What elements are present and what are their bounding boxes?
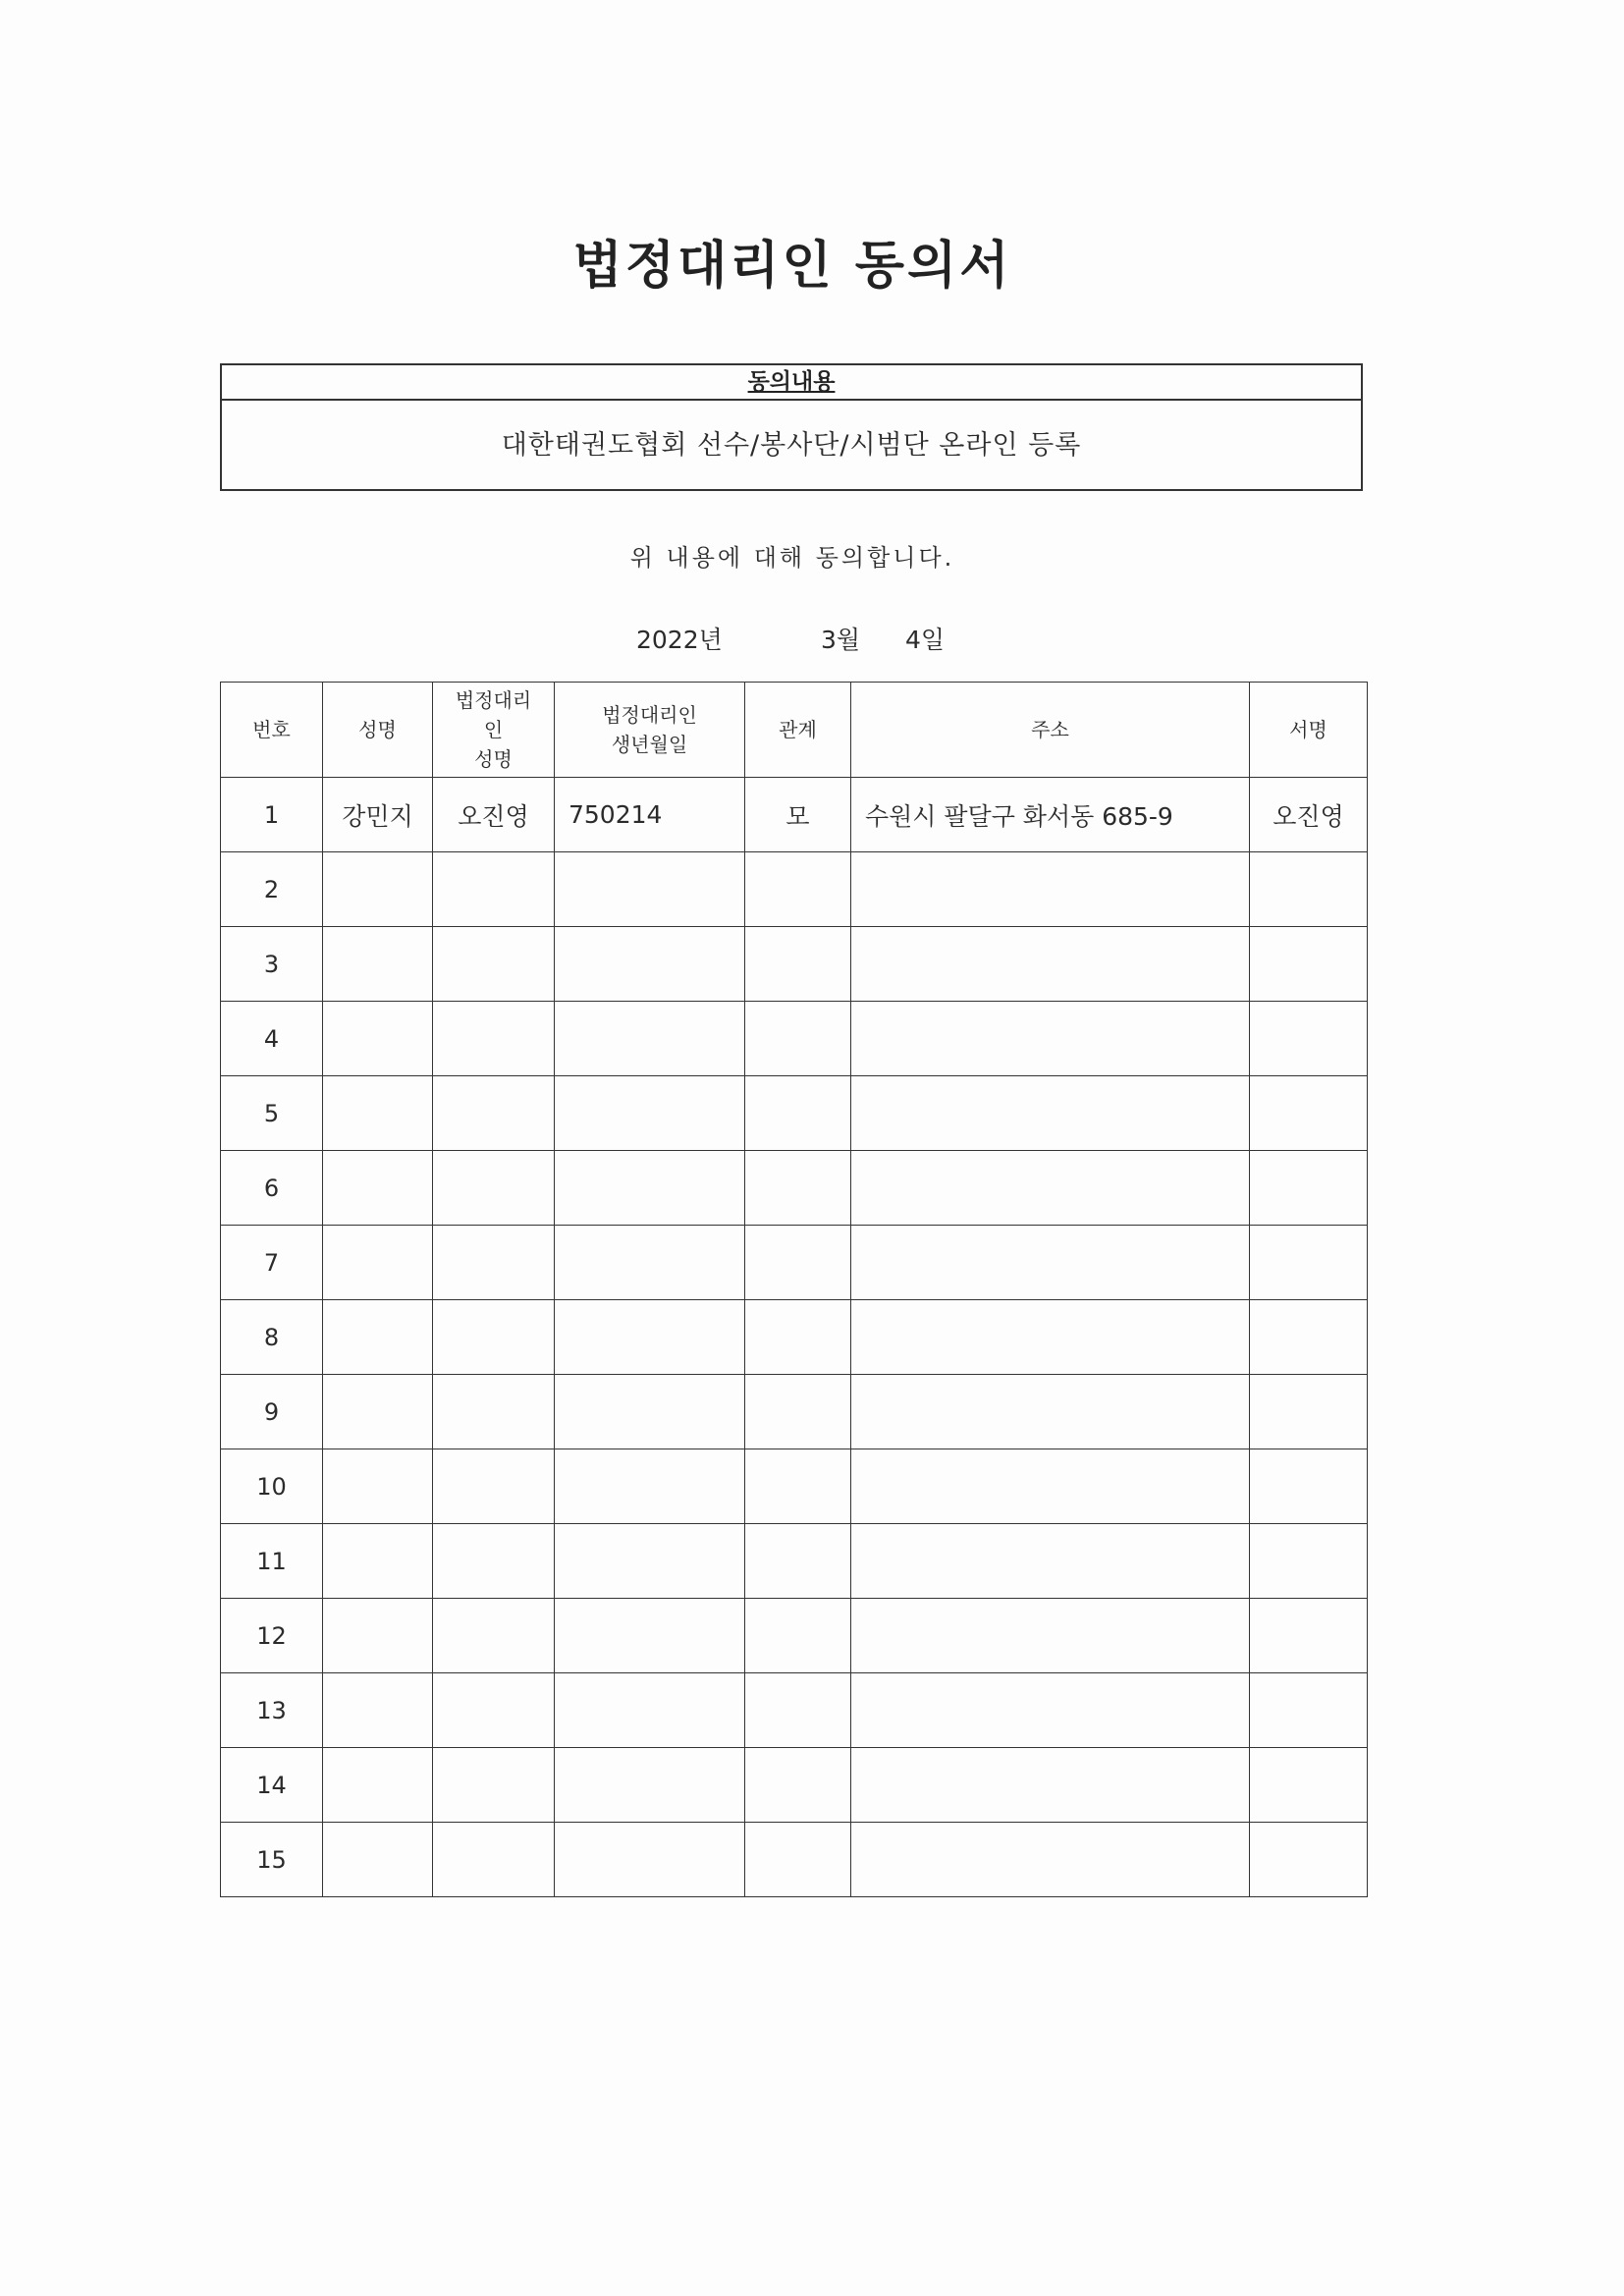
header-signature: 서명 [1250, 683, 1368, 778]
cell-signature [1250, 1300, 1368, 1375]
cell-address [851, 1226, 1250, 1300]
cell-number: 8 [221, 1300, 323, 1375]
cell-name: 강민지 [323, 778, 433, 852]
cell-guardian-birth [555, 1002, 745, 1076]
cell-signature [1250, 1449, 1368, 1524]
cell-number: 6 [221, 1151, 323, 1226]
cell-address [851, 1076, 1250, 1151]
cell-name [323, 1076, 433, 1151]
cell-signature [1250, 927, 1368, 1002]
table-row [221, 1375, 1368, 1449]
cell-relation [745, 852, 851, 927]
cell-relation [745, 1599, 851, 1673]
cell-signature [1250, 1673, 1368, 1748]
cell-signature [1250, 1151, 1368, 1226]
cell-address: 수원시 팔달구 화서동 685-9 [851, 778, 1250, 852]
cell-number: 15 [221, 1823, 323, 1897]
cell-guardian-birth [555, 1748, 745, 1823]
cell-guardian-name [433, 927, 555, 1002]
cell-name [323, 1599, 433, 1673]
cell-guardian-birth [555, 1524, 745, 1599]
date-month: 3월 [821, 626, 861, 654]
cell-guardian-birth: 750214 [555, 778, 745, 852]
cell-guardian-name [433, 1002, 555, 1076]
table-row [221, 927, 1368, 1002]
header-guardian-name-line1: 법정대리 [455, 688, 532, 712]
cell-guardian-name [433, 1673, 555, 1748]
cell-signature [1250, 1524, 1368, 1599]
cell-relation [745, 1300, 851, 1375]
date-day: 4일 [905, 626, 946, 654]
agreement-statement: 위 내용에 대해 동의합니다. [629, 544, 955, 572]
cell-address [851, 1599, 1250, 1673]
cell-guardian-name [433, 1748, 555, 1823]
cell-guardian-birth [555, 1375, 745, 1449]
header-address: 주소 [851, 683, 1250, 778]
cell-address [851, 1002, 1250, 1076]
cell-guardian-name [433, 1599, 555, 1673]
cell-guardian-birth [555, 927, 745, 1002]
cell-guardian-name [433, 1375, 555, 1449]
cell-name [323, 1748, 433, 1823]
cell-number: 9 [221, 1375, 323, 1449]
cell-number: 10 [221, 1449, 323, 1524]
cell-relation [745, 1748, 851, 1823]
header-guardian-name-line3: 성명 [474, 747, 513, 771]
table-row [221, 1599, 1368, 1673]
cell-name [323, 1300, 433, 1375]
cell-guardian-birth [555, 1226, 745, 1300]
cell-number: 14 [221, 1748, 323, 1823]
cell-number: 2 [221, 852, 323, 927]
cell-signature [1250, 1002, 1368, 1076]
cell-relation [745, 1002, 851, 1076]
cell-guardian-birth [555, 1076, 745, 1151]
table-row [221, 1226, 1368, 1300]
cell-guardian-birth [555, 1673, 745, 1748]
cell-name [323, 1673, 433, 1748]
cell-relation [745, 1823, 851, 1897]
cell-number: 1 [221, 778, 323, 852]
cell-address [851, 927, 1250, 1002]
consent-content-header-label: 동의내용 [747, 369, 836, 395]
cell-guardian-name [433, 1076, 555, 1151]
cell-guardian-birth [555, 1449, 745, 1524]
cell-signature: 오진영 [1250, 778, 1368, 852]
table-row [221, 852, 1368, 927]
cell-signature [1250, 1226, 1368, 1300]
cell-guardian-birth [555, 852, 745, 927]
header-guardian-birth-line2: 생년월일 [611, 733, 688, 756]
cell-address [851, 1449, 1250, 1524]
cell-signature [1250, 1823, 1368, 1897]
table-row [221, 1449, 1368, 1524]
cell-signature [1250, 1599, 1368, 1673]
cell-number: 3 [221, 927, 323, 1002]
cell-relation [745, 1375, 851, 1449]
cell-address [851, 1673, 1250, 1748]
table-row [221, 1002, 1368, 1076]
cell-guardian-name [433, 1449, 555, 1524]
header-name: 성명 [323, 683, 433, 778]
cell-guardian-name [433, 1823, 555, 1897]
cell-signature [1250, 852, 1368, 927]
cell-relation [745, 1524, 851, 1599]
cell-number: 7 [221, 1226, 323, 1300]
cell-signature [1250, 1375, 1368, 1449]
cell-name [323, 1823, 433, 1897]
cell-name [323, 1449, 433, 1524]
consent-content-header [222, 365, 1361, 401]
cell-address [851, 852, 1250, 927]
table-row [221, 1076, 1368, 1151]
header-guardian-birth [555, 683, 745, 778]
cell-relation [745, 1673, 851, 1748]
cell-number: 13 [221, 1673, 323, 1748]
cell-relation: 모 [745, 778, 851, 852]
cell-name [323, 1002, 433, 1076]
cell-number: 11 [221, 1524, 323, 1599]
cell-guardian-birth [555, 1151, 745, 1226]
cell-guardian-birth [555, 1300, 745, 1375]
cell-guardian-name [433, 1300, 555, 1375]
header-number: 번호 [221, 683, 323, 778]
cell-number: 12 [221, 1599, 323, 1673]
cell-name [323, 927, 433, 1002]
cell-signature [1250, 1748, 1368, 1823]
cell-guardian-name [433, 852, 555, 927]
header-relation: 관계 [745, 683, 851, 778]
header-guardian-birth-line1: 법정대리인 [602, 703, 697, 727]
cell-guardian-birth [555, 1599, 745, 1673]
header-guardian-name-line2: 인 [483, 718, 504, 741]
cell-relation [745, 1076, 851, 1151]
document-title: 법정대리인 동의서 [572, 236, 1012, 296]
cell-guardian-name: 오진영 [433, 778, 555, 852]
cell-guardian-name [433, 1226, 555, 1300]
cell-relation [745, 1226, 851, 1300]
cell-number: 4 [221, 1002, 323, 1076]
cell-guardian-birth [555, 1823, 745, 1897]
table-row [221, 1673, 1368, 1748]
table-row [221, 1823, 1368, 1897]
table-row [221, 1748, 1368, 1823]
consent-content-box [220, 363, 1363, 491]
cell-address [851, 1375, 1250, 1449]
cell-address [851, 1524, 1250, 1599]
table-row [221, 778, 1368, 852]
table-row [221, 1524, 1368, 1599]
cell-guardian-name [433, 1524, 555, 1599]
cell-number: 5 [221, 1076, 323, 1151]
header-guardian-name [433, 683, 555, 778]
table-row [221, 1300, 1368, 1375]
cell-guardian-name [433, 1151, 555, 1226]
cell-address [851, 1300, 1250, 1375]
cell-name [323, 852, 433, 927]
cell-name [323, 1226, 433, 1300]
cell-address [851, 1151, 1250, 1226]
cell-relation [745, 1151, 851, 1226]
cell-relation [745, 927, 851, 1002]
cell-name [323, 1524, 433, 1599]
cell-name [323, 1151, 433, 1226]
cell-signature [1250, 1076, 1368, 1151]
consent-content-text: 대한태권도협회 선수/봉사단/시범단 온라인 등록 [501, 430, 1082, 461]
date-year: 2022년 [636, 626, 723, 654]
table-row [221, 1151, 1368, 1226]
cell-relation [745, 1449, 851, 1524]
cell-address [851, 1823, 1250, 1897]
cell-name [323, 1375, 433, 1449]
table-header-row [221, 683, 1368, 778]
guardian-table [220, 682, 1368, 1897]
cell-address [851, 1748, 1250, 1823]
